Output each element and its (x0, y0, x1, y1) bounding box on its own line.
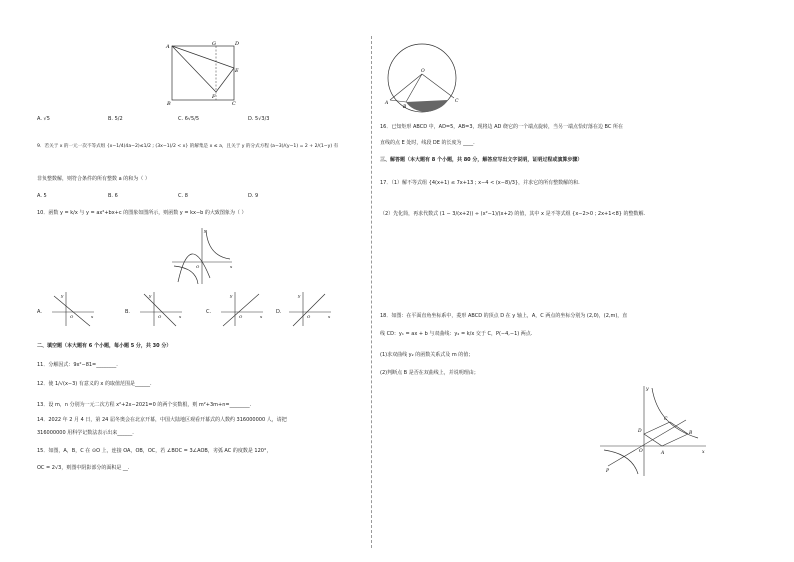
q10c-y: y (230, 293, 233, 298)
q9-option-b: B. 6 (108, 193, 118, 199)
q10-option-c-graph (219, 290, 265, 328)
question-18-line2: 线 CD：y₁ = ax + b 与双曲线：y₂ = k/x 交于 C，P(−4,−1) 两点. (380, 331, 533, 337)
q8-options (37, 116, 50, 123)
graph-label-B: B (689, 431, 693, 436)
label-A: A (166, 44, 170, 50)
q8-option-d: D. 5√3/3 (248, 116, 270, 122)
q9-option-d: D. 9 (248, 193, 259, 199)
q8-option-b: B. 5/2 (108, 116, 123, 122)
question-16-line2: 直线的点 E 处时，线段 DE 的长度为 ____. (380, 140, 475, 146)
circle-label-O: O (421, 69, 425, 74)
question-17-part2: （2）先化简，再求代数式 (1 − 3/(x+2)) ÷ (x²−1)/(x+2) 的值，其中 x 是不等式组 {x−2>0 ; 2x+1<8} 的整数解. (380, 211, 646, 217)
question-18-sub2: (2)判断点 B 是否在双曲线上，并说明理由； (380, 370, 479, 376)
graph-label-O: O (639, 449, 643, 454)
q10-option-b-graph (138, 290, 184, 328)
label-D: D (235, 41, 240, 47)
label-E: E (235, 68, 239, 74)
q9-option-a: A. 5 (37, 193, 47, 199)
question-14-line2: 316000000 用科学记数法表示出来______. (37, 430, 134, 436)
q9-option-c: C. 8 (178, 193, 188, 199)
label-C: C (232, 101, 236, 106)
graph-label-y: y (646, 387, 649, 392)
q10d-o: O (307, 314, 311, 319)
q10c-x: x (260, 314, 263, 319)
question-12: 12．使 1/√(x−3) 有意义的 x 的取值范围是______. (37, 381, 152, 387)
q10b-x: x (179, 314, 182, 319)
q10a-y: y (61, 293, 64, 298)
question-13: 13．设 m，n 分别为一元二次方程 x²+2x−2021=0 的两个实数根，则 m²+3m+n=________. (37, 402, 252, 408)
question-9-line2: 非负整数解，则符合条件的所有整数 a 的和为（ ） (37, 176, 150, 182)
q8-option-c: C. 6√5/5 (178, 116, 200, 122)
q10-graph-origin: O (196, 264, 200, 269)
question-18-line1: 18．如图：在平面直角坐标系中，菱形 ABCD 的顶点 D 在 y 轴上，A，C 两点的坐标分别为 (2,0)，(2,m)，直 (380, 313, 628, 319)
q18-graph (598, 382, 710, 478)
question-9-line1: 9．若关于 x 的一元一次不等式组 {x−1/4(4a−2)≤1/2 ; (3x−1)/2 < x} 的解集是 x ≤ a，且关于 y 的分式方程 (a−3)/(y−1) = 2 + 2/(1−y) 有 (37, 144, 339, 149)
graph-label-C: C (664, 417, 668, 422)
q10b-y: y (149, 293, 152, 298)
graph-label-D: D (638, 429, 642, 434)
section-3-heading: 三、解答题（本大题有 8 个小题，共 80 分，解答应写出文字说明，证明过程或演算步骤） (380, 157, 583, 163)
q10-option-b-label: B. (125, 309, 131, 315)
q10c-o: O (239, 314, 243, 319)
q8-option-a: A. √5 (37, 116, 50, 122)
question-14-line1: 14．2022 年 2 月 4 日，第 24 届冬奥会在北京开幕，中国大陆地区观看开幕式的人数约 316000000 人，请把 (37, 417, 287, 423)
q10-option-c-label: C. (206, 309, 212, 315)
q10-option-d-label: D. (276, 309, 282, 315)
graph-label-x: x (702, 450, 705, 455)
q10a-x: x (91, 314, 94, 319)
label-B: B (167, 101, 171, 106)
q10-option-d-graph (287, 290, 333, 328)
q10-graph-x-label: x (230, 264, 233, 269)
q10-graph (170, 224, 236, 286)
question-18-sub1: (1)求双曲线 y₂ 的函数关系式及 m 的值； (380, 352, 474, 358)
q10-option-a-graph (50, 290, 96, 328)
q10-option-a-label: A. (37, 309, 42, 315)
q10a-o: O (70, 314, 74, 319)
section-2-heading: 二、填空题（本大题有 6 个小题，每小题 5 分，共 30 分） (37, 343, 172, 349)
question-10: 10．函数 y = k/x 与 y = ax²+bx+c 的图象如图所示，则函数 y = kx−b 的大致图象为（ ） (37, 210, 247, 216)
question-17-part1: 17．（1）解不等式组 {4(x+1) ≤ 7x+13 ; x−4 < (x−8)/3}，并求它的所有整数解的和. (380, 180, 580, 186)
q10d-x: x (328, 314, 331, 319)
question-11: 11．分解因式：9x²−81=________. (37, 362, 118, 368)
graph-label-A: A (661, 451, 665, 456)
circle-figure (382, 40, 462, 116)
label-G: G (212, 41, 216, 47)
rectangle-figure (164, 40, 244, 106)
question-16-line1: 16．已知矩形 ABCD 中，AD=5，AB=3，现将边 AD 绕它的一个端点旋转，当另一端点恰好落在边 BC 所在 (380, 124, 623, 130)
graph-label-P: P (606, 469, 610, 474)
circle-label-B: B (403, 105, 407, 110)
question-15-line1: 15．如图，A，B，C 在 ⊙O 上，连接 OA，OB，OC，若 ∠BOC = 3∠AOB，劣弧 AC 的度数是 120°， (37, 448, 272, 454)
circle-label-A: A (385, 101, 389, 106)
column-divider (371, 36, 372, 548)
q10d-y: y (298, 293, 301, 298)
label-F: F (212, 94, 216, 100)
q10b-o: O (158, 314, 162, 319)
question-15-line2: OC = 2√3，则图中阴影部分的面积是 __. (37, 465, 130, 471)
circle-label-C: C (455, 99, 459, 104)
q10-graph-y-label: y (204, 228, 207, 233)
